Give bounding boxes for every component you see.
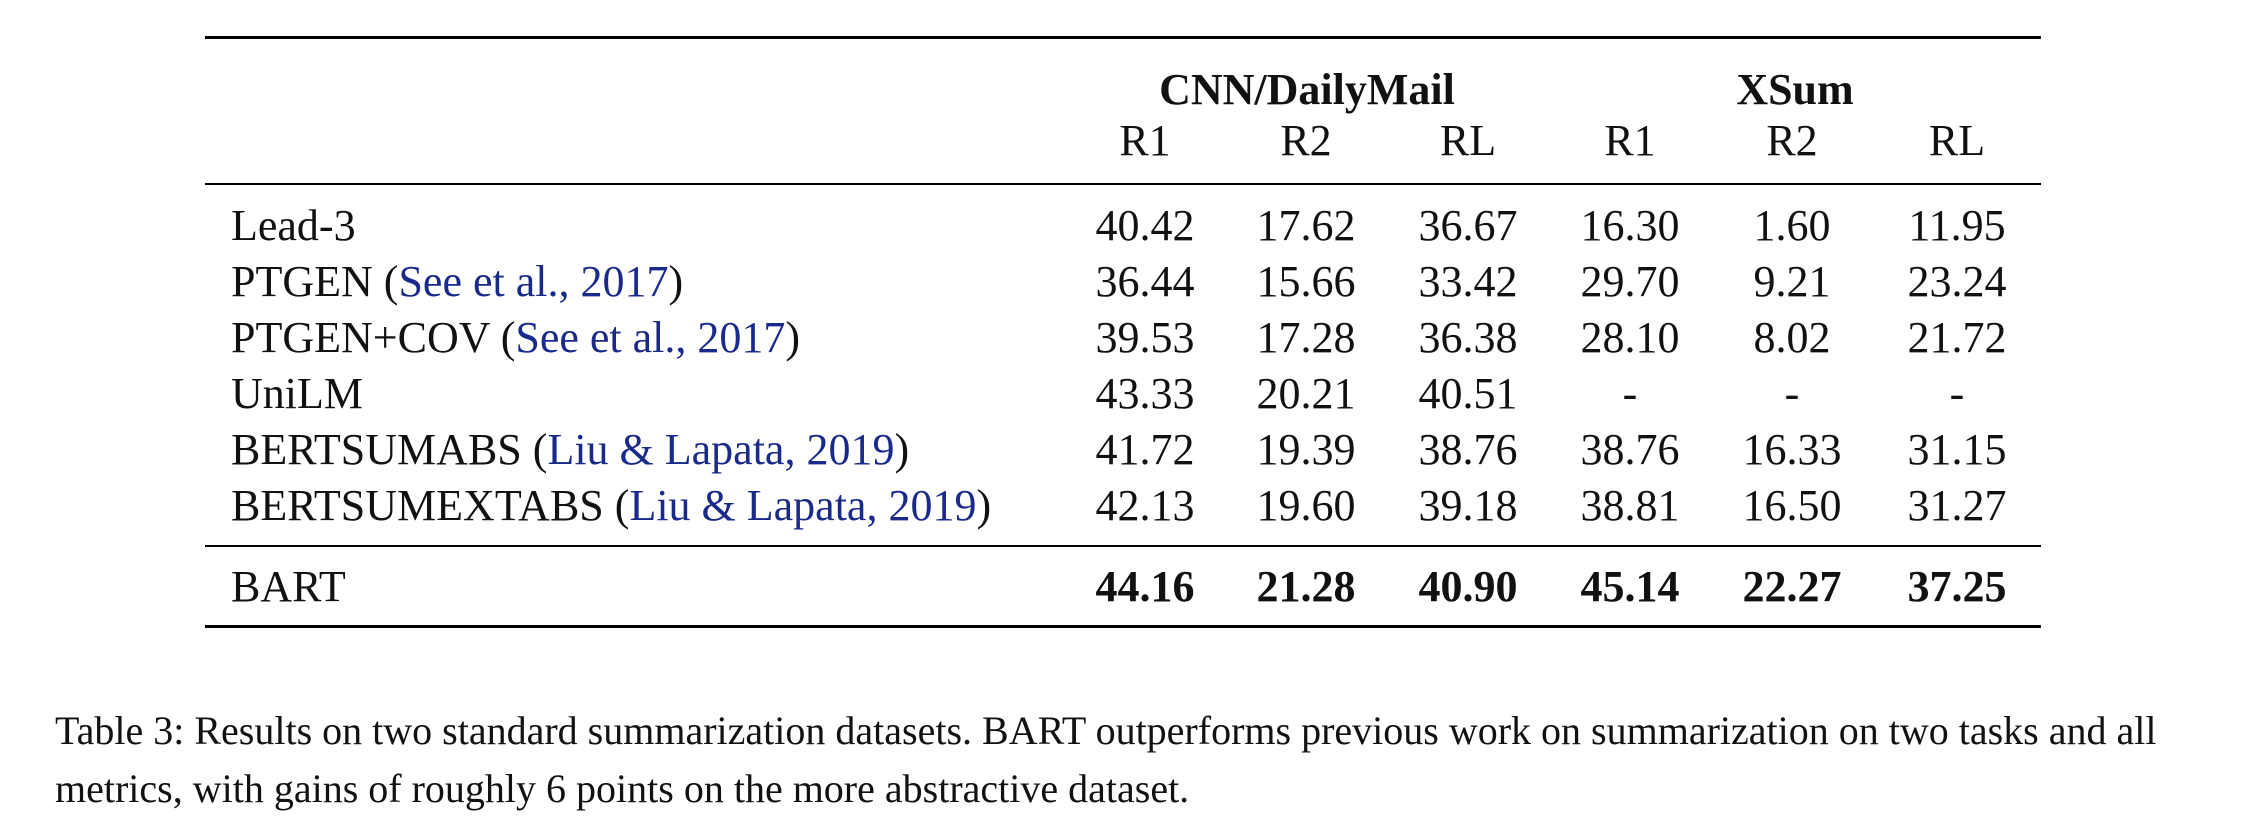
model-name-cell [205,365,1065,421]
value-cell: 29.70 [1580,256,1680,306]
value-cell: 38.81 [1580,480,1680,530]
best-value-cell: 40.90 [1418,561,1518,611]
model-name-cell [205,184,1065,253]
model-name: BART [231,561,346,611]
best-value-cell: 37.25 [1907,561,2007,611]
metric-header-cnn-r1: R1 [1119,116,1171,165]
value-cell: 16.33 [1742,424,1842,474]
model-name-cell: PTGEN+COV (See et al., 2017) [231,312,801,362]
value-cell: - [1949,368,1965,418]
value-cell: 8.02 [1753,312,1831,362]
table-row [205,184,2041,253]
results-table-container [205,36,2041,628]
model-name: BERTSUMEXTABS [231,480,604,530]
value-cell: 40.42 [1095,200,1195,250]
table-row [205,421,2041,477]
table-row [205,477,2041,546]
value-cell: 23.24 [1907,256,2007,306]
model-name-cell: PTGEN (See et al., 2017) [231,256,684,306]
best-value-cell: 44.16 [1095,561,1195,611]
value-cell: 11.95 [1908,200,2006,250]
metric-header-cnn-r2: R2 [1280,116,1332,165]
value-cell: 19.60 [1256,480,1356,530]
table-row [205,365,2041,421]
value-cell: 41.72 [1095,424,1195,474]
value-cell: 16.50 [1742,480,1842,530]
value-cell: - [1784,368,1800,418]
results-table [205,36,2041,628]
value-cell: 21.72 [1907,312,2007,362]
model-name-cell: BERTSUMEXTABS (Liu & Lapata, 2019) [231,480,992,530]
value-cell: 39.53 [1095,312,1195,362]
value-cell: 28.10 [1580,312,1680,362]
citation-link[interactable]: Liu & Lapata, 2019 [547,424,895,474]
value-cell: 43.33 [1095,368,1195,418]
best-value-cell: 21.28 [1256,561,1356,611]
model-name: PTGEN [231,256,373,306]
value-cell: 40.51 [1418,368,1518,418]
model-name-cell [205,546,1065,627]
value-cell: 17.28 [1256,312,1356,362]
value-cell: 1.60 [1753,200,1831,250]
table-row [205,309,2041,365]
group-header-xsum: XSum [1736,65,1854,114]
value-cell: 33.42 [1418,256,1518,306]
value-cell: 31.15 [1907,424,2007,474]
value-cell: 36.38 [1418,312,1518,362]
value-cell: 36.67 [1418,200,1518,250]
value-cell: 39.18 [1418,480,1518,530]
table-caption: Table 3: Results on two standard summarization datasets. BART outperforms previous work on summarization on two tasks and all metrics, with gains of roughly 6 points on the more abstractive dataset. [55,708,2157,811]
citation-link[interactable]: Liu & Lapata, 2019 [629,480,977,530]
value-cell: 20.21 [1256,368,1356,418]
value-cell: 38.76 [1418,424,1518,474]
group-header-cnn-dailymail: CNN/DailyMail [1159,65,1455,114]
value-cell: 38.76 [1580,424,1680,474]
value-cell: 9.21 [1753,256,1831,306]
metric-header-empty-cell [205,115,1065,184]
metric-header-row [205,115,2041,184]
metric-header-xsum-r2: R2 [1766,116,1818,165]
model-name: PTGEN+COV [231,312,490,362]
value-cell: 19.39 [1256,424,1356,474]
model-name-cell: BERTSUMABS (Liu & Lapata, 2019) [231,424,910,474]
best-value-cell: 22.27 [1742,561,1842,611]
citation-link[interactable]: See et al., 2017 [398,256,669,306]
model-name: UniLM [231,368,363,418]
metric-header-xsum-r1: R1 [1604,116,1656,165]
citation-link[interactable]: See et al., 2017 [515,312,786,362]
value-cell: 15.66 [1256,256,1356,306]
model-name: Lead-3 [231,200,356,250]
table-row [205,253,2041,309]
best-value-cell: 45.14 [1580,561,1680,611]
value-cell: 16.30 [1580,200,1680,250]
group-header-row [205,38,2041,116]
value-cell: 31.27 [1907,480,2007,530]
metric-header-xsum-rl: RL [1928,116,1986,165]
header-empty-cell [205,38,1065,116]
metric-header-cnn-rl: RL [1439,116,1497,165]
value-cell: 36.44 [1095,256,1195,306]
model-name: BERTSUMABS [231,424,522,474]
value-cell: 17.62 [1256,200,1356,250]
table-row-bart [205,546,2041,627]
value-cell: - [1622,368,1638,418]
value-cell: 42.13 [1095,480,1195,530]
